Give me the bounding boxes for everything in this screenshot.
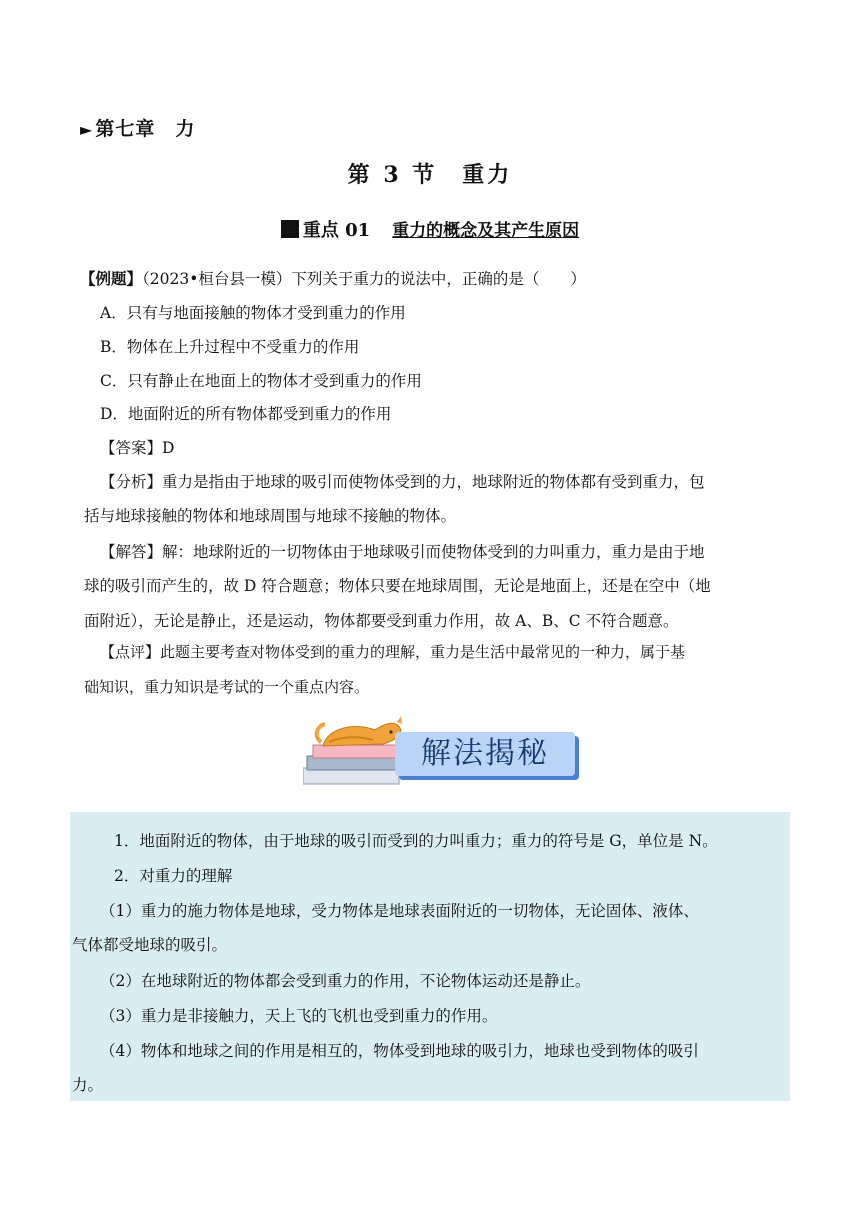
solution-line-1: 【解答】解：地球附近的一切物体由于地球吸引而使物体受到的力叫重力，重力是由于地 (100, 543, 705, 561)
keypoint-label: 重点 01 (302, 220, 371, 241)
tip-2: 2．对重力的理解 (114, 867, 233, 885)
keypoint-name: 重力的概念及其产生原因 (392, 221, 580, 241)
tip-3-line-1: （1）重力的施力物体是地球，受力物体是地球表面附近的一切物体，无论固体、液体、 (100, 902, 699, 920)
option-b: B．物体在上升过程中不受重力的作用 (100, 338, 360, 356)
chapter-title: 第七章 力 (95, 118, 196, 140)
example-source: （2023•桓台县一模） (142, 270, 292, 288)
keypoint-heading (0, 216, 860, 242)
example-label: 【例题】 (80, 269, 143, 288)
comment-line-1: 【点评】此题主要考查对物体受到的重力的理解，重力是生活中最常见的一种力，属于基 (100, 643, 686, 661)
solution-line-3: 面附近），无论是静止，还是运动，物体都要受到重力作用，故 A、B、C 不符合题意。 (84, 612, 679, 630)
tip-1: 1．地面附近的物体，由于地球的吸引而受到的力叫重力；重力的符号是 G，单位是 N。 (114, 832, 718, 850)
option-a: A．只有与地面接触的物体才受到重力的作用 (100, 304, 406, 322)
section-title: 第 3 节 重力 (347, 162, 513, 188)
tip-3-line-2: 气体都受地球的吸引。 (72, 936, 228, 954)
analysis-line-1: 【分析】重力是指由于地球的吸引而使物体受到的力，地球附近的物体都有受到重力，包 (100, 473, 705, 491)
banner-text: 解法揭秘 (421, 736, 549, 771)
solution-line-2: 球的吸引而产生的，故 D 符合题意；物体只要在地球周围，无论是地面上，还是在空中（地 (84, 577, 711, 595)
tip-6-line-2: 力。 (72, 1076, 104, 1094)
option-c: C．只有静止在地面上的物体才受到重力的作用 (100, 372, 422, 390)
analysis-line-2: 括与地球接触的物体和地球周围与地球不接触的物体。 (84, 507, 457, 525)
comment-line-2: 础知识，重力知识是考试的一个重点内容。 (84, 678, 370, 696)
triangle-bullet-icon: ► (80, 120, 94, 139)
example-question-text: 下列关于重力的说法中，正确的是（ ） (291, 270, 586, 288)
tip-5: （3）重力是非接触力，天上飞的飞机也受到重力的作用。 (100, 1007, 498, 1025)
tips-box (70, 812, 790, 1101)
example-question (80, 262, 780, 296)
answer: 【答案】D (100, 439, 175, 457)
chapter-heading (80, 114, 195, 141)
option-d: D．地面附近的所有物体都受到重力的作用 (100, 405, 392, 423)
tip-4: （2）在地球附近的物体都会受到重力的作用，不论物体运动还是静止。 (100, 972, 591, 990)
black-square-icon (281, 220, 299, 238)
solution-tips-banner (303, 712, 583, 786)
tip-6-line-1: （4）物体和地球之间的作用是相互的，物体受到地球的吸引力，地球也受到物体的吸引 (100, 1042, 699, 1060)
